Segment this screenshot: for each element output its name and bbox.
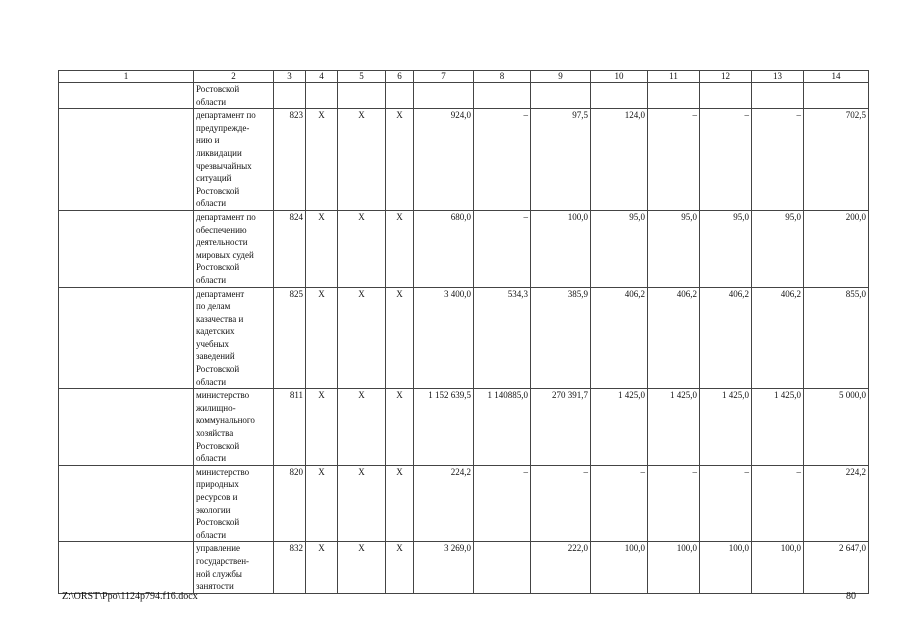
cell-c6: X — [386, 542, 414, 593]
cell-c5 — [338, 83, 386, 109]
cell-c4: X — [306, 210, 338, 287]
cell-c5: X — [338, 389, 386, 466]
row-cell-empty — [59, 109, 194, 211]
cell-c10: 95,0 — [591, 210, 648, 287]
budget-table — [58, 70, 869, 594]
cell-c4: X — [306, 542, 338, 593]
cell-c13: – — [752, 109, 804, 211]
organization-name: министерство природных ресурсов и экологии Ростовской области — [194, 465, 274, 542]
cell-c13 — [752, 83, 804, 109]
cell-c8 — [474, 542, 531, 593]
table-body — [59, 71, 869, 594]
cell-c8: 1 140885,0 — [474, 389, 531, 466]
cell-c9: 100,0 — [531, 210, 591, 287]
cell-c13: 406,2 — [752, 287, 804, 389]
header-cell: 4 — [306, 71, 338, 83]
cell-c4: X — [306, 287, 338, 389]
cell-c12: 95,0 — [700, 210, 752, 287]
cell-c11: 100,0 — [648, 542, 700, 593]
page-number: 80 — [846, 591, 856, 602]
organization-name: министерство жилищно- коммунального хозяйства Ростовской области — [194, 389, 274, 466]
cell-c9: 385,9 — [531, 287, 591, 389]
row-cell-empty — [59, 287, 194, 389]
cell-c10: 100,0 — [591, 542, 648, 593]
cell-c10: 124,0 — [591, 109, 648, 211]
cell-c11 — [648, 83, 700, 109]
cell-c13: 1 425,0 — [752, 389, 804, 466]
cell-c14: 224,2 — [804, 465, 869, 542]
cell-c9: 97,5 — [531, 109, 591, 211]
cell-c6: X — [386, 109, 414, 211]
cell-c7: 3 400,0 — [414, 287, 474, 389]
cell-c8: – — [474, 210, 531, 287]
row-cell-empty — [59, 210, 194, 287]
cell-c11: 406,2 — [648, 287, 700, 389]
cell-c14: 200,0 — [804, 210, 869, 287]
table-row — [59, 389, 869, 466]
cell-code: 823 — [274, 109, 306, 211]
cell-c5: X — [338, 287, 386, 389]
cell-code: 832 — [274, 542, 306, 593]
cell-c6 — [386, 83, 414, 109]
cell-c5: X — [338, 210, 386, 287]
cell-c7 — [414, 83, 474, 109]
cell-c9: – — [531, 465, 591, 542]
cell-c14 — [804, 83, 869, 109]
cell-code — [274, 83, 306, 109]
header-cell: 6 — [386, 71, 414, 83]
table-row — [59, 465, 869, 542]
cell-c12: – — [700, 465, 752, 542]
header-cell: 11 — [648, 71, 700, 83]
cell-c10: 406,2 — [591, 287, 648, 389]
cell-c10: – — [591, 465, 648, 542]
cell-c6: X — [386, 287, 414, 389]
header-cell: 2 — [194, 71, 274, 83]
cell-c9: 270 391,7 — [531, 389, 591, 466]
cell-c6: X — [386, 210, 414, 287]
table-row — [59, 210, 869, 287]
header-cell: 1 — [59, 71, 194, 83]
cell-c4: X — [306, 389, 338, 466]
row-cell-empty — [59, 465, 194, 542]
header-cell: 12 — [700, 71, 752, 83]
cell-c11: 1 425,0 — [648, 389, 700, 466]
cell-code: 820 — [274, 465, 306, 542]
cell-c5: X — [338, 465, 386, 542]
table-row — [59, 83, 869, 109]
cell-c7: 680,0 — [414, 210, 474, 287]
organization-name: Ростовской области — [194, 83, 274, 109]
table-row — [59, 287, 869, 389]
header-cell: 10 — [591, 71, 648, 83]
organization-name: департамент по обеспечению деятельности мировых судей Ростовской области — [194, 210, 274, 287]
cell-c8: – — [474, 109, 531, 211]
header-cell: 9 — [531, 71, 591, 83]
footer-file-path: Z:\ORST\Ppo\1124p794.f16.docx — [62, 591, 198, 602]
cell-c12 — [700, 83, 752, 109]
cell-c8: – — [474, 465, 531, 542]
cell-c11: 95,0 — [648, 210, 700, 287]
cell-code: 825 — [274, 287, 306, 389]
cell-c10 — [591, 83, 648, 109]
cell-c6: X — [386, 465, 414, 542]
header-cell: 14 — [804, 71, 869, 83]
cell-c12: 100,0 — [700, 542, 752, 593]
header-row — [59, 71, 869, 83]
cell-c4: X — [306, 465, 338, 542]
cell-c13: 95,0 — [752, 210, 804, 287]
row-cell-empty — [59, 389, 194, 466]
header-cell: 8 — [474, 71, 531, 83]
cell-c7: 224,2 — [414, 465, 474, 542]
cell-c14: 5 000,0 — [804, 389, 869, 466]
organization-name: управление государствен- ной службы занятости — [194, 542, 274, 593]
table-row — [59, 542, 869, 593]
table-row — [59, 109, 869, 211]
row-cell-empty — [59, 542, 194, 593]
cell-c9 — [531, 83, 591, 109]
cell-c5: X — [338, 542, 386, 593]
organization-name: департамент по предупрежде- нию и ликвидации чрезвычайных ситуаций Ростовской области — [194, 109, 274, 211]
cell-c10: 1 425,0 — [591, 389, 648, 466]
cell-code: 824 — [274, 210, 306, 287]
cell-c7: 1 152 639,5 — [414, 389, 474, 466]
cell-c13: 100,0 — [752, 542, 804, 593]
cell-c14: 855,0 — [804, 287, 869, 389]
cell-c12: – — [700, 109, 752, 211]
cell-c7: 924,0 — [414, 109, 474, 211]
organization-name: департамент по делам казачества и кадетских учебных заведений Ростовской области — [194, 287, 274, 389]
cell-c14: 702,5 — [804, 109, 869, 211]
header-cell: 7 — [414, 71, 474, 83]
cell-c14: 2 647,0 — [804, 542, 869, 593]
cell-c4 — [306, 83, 338, 109]
cell-code: 811 — [274, 389, 306, 466]
header-cell: 13 — [752, 71, 804, 83]
cell-c11: – — [648, 465, 700, 542]
cell-c5: X — [338, 109, 386, 211]
cell-c8: 534,3 — [474, 287, 531, 389]
cell-c9: 222,0 — [531, 542, 591, 593]
cell-c13: – — [752, 465, 804, 542]
cell-c6: X — [386, 389, 414, 466]
cell-c7: 3 269,0 — [414, 542, 474, 593]
header-cell: 3 — [274, 71, 306, 83]
cell-c8 — [474, 83, 531, 109]
header-cell: 5 — [338, 71, 386, 83]
cell-c12: 1 425,0 — [700, 389, 752, 466]
cell-c12: 406,2 — [700, 287, 752, 389]
cell-c4: X — [306, 109, 338, 211]
row-cell-empty — [59, 83, 194, 109]
cell-c11: – — [648, 109, 700, 211]
